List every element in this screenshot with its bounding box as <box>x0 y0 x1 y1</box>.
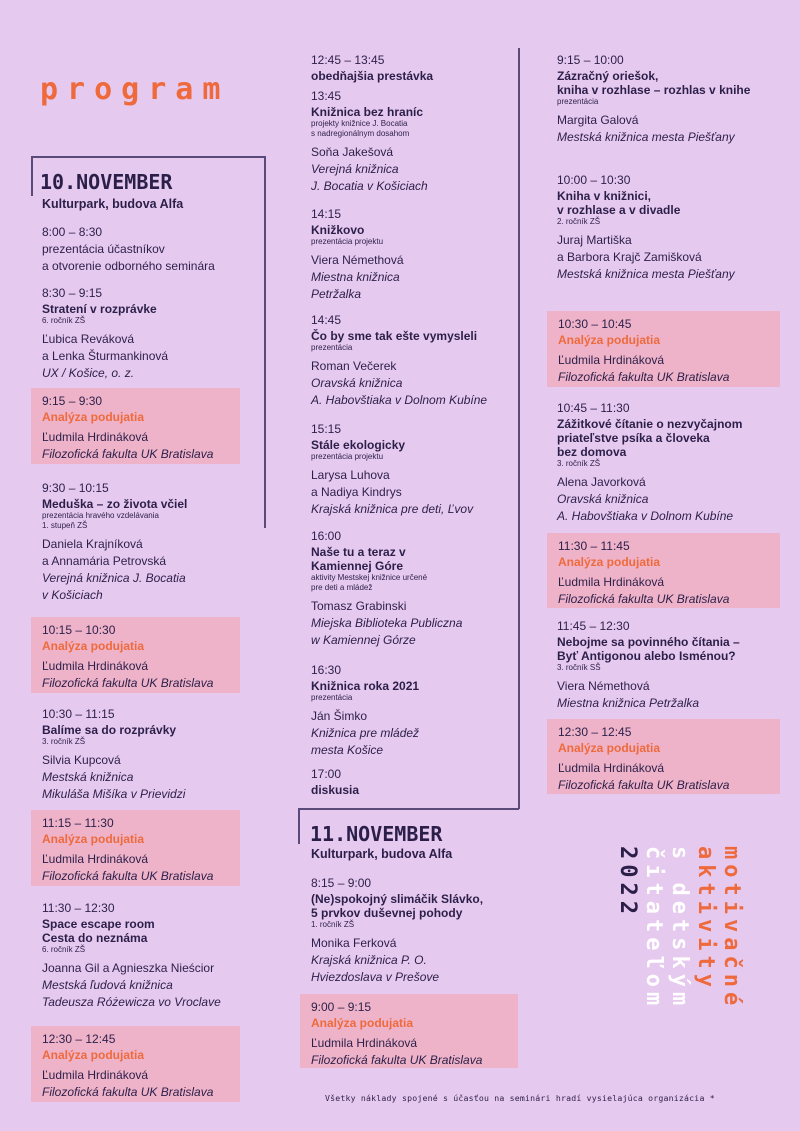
frame-line <box>31 156 264 158</box>
schedule-item: 8:30 – 9:15 Stratení v rozprávke 6. ročník ZŠ Ľubica Reváková a Lenka Šturmankinová UX / Košice, o. z. <box>42 286 169 380</box>
brand-line: s detským <box>667 846 692 1011</box>
venue: Kulturpark, budova Alfa <box>42 197 184 211</box>
schedule-item: 9:15 – 10:00 Zázračný oriešok, kniha v rozhlase – rozhlas v knihe prezentácia Margita Galová Mestská knižnica mesta Piešťany <box>557 53 751 144</box>
schedule-item: 10:45 – 11:30 Zážitkové čítanie o nezvyčajnom priateľstve psíka a človeka bez domova 3. ročník ZŠ Alena Javorková Oravská knižnica A. Habovštiaka v Dolnom Kubíne <box>557 401 743 523</box>
analysis-box: 9:00 – 9:15 Analýza podujatia Ľudmila Hrdináková Filozofická fakulta UK Bratislava <box>300 994 518 1068</box>
schedule-item: 14:45 Čo by sme tak ešte vymysleli prezentácia Roman Večerek Oravská knižnica A. Habovštiaka v Dolnom Kubíne <box>311 313 488 407</box>
schedule-item: 16:00 Naše tu a teraz v Kamiennej Góre aktivity Mestskej knižnice určené pre deti a mládež Tomasz Grabinski Miejska Biblioteka Publiczna w Kamiennej Górze <box>311 529 463 647</box>
venue: Kulturpark, budova Alfa <box>311 847 453 861</box>
frame-line <box>264 156 266 528</box>
day-heading: 10.NOVEMBER <box>40 170 173 194</box>
brand-line: aktivity <box>693 846 718 992</box>
analysis-box: 10:30 – 10:45 Analýza podujatia Ľudmila Hrdináková Filozofická fakulta UK Bratislava <box>547 311 780 387</box>
day-heading: 11.NOVEMBER <box>310 822 443 846</box>
schedule-item: 10:00 – 10:30 Kniha v knižnici, v rozhlase a v divadle 2. ročník ZŠ Juraj Martiška a Barbora Krajč Zamišková Mestská knižnica mesta Piešťany <box>557 173 735 281</box>
analysis-box: 12:30 – 12:45 Analýza podujatia Ľudmila Hrdináková Filozofická fakulta UK Bratislava <box>31 1026 240 1102</box>
analysis-box: 12:30 – 12:45 Analýza podujatia Ľudmila Hrdináková Filozofická fakulta UK Bratislava <box>547 719 780 794</box>
frame-line <box>298 808 300 844</box>
page-title: program <box>40 72 230 107</box>
schedule-item: 11:30 – 12:30 Space escape room Cesta do neznáma 6. ročník ZŠ Joanna Gil a Agnieszka Nieścior Mestská ľudová knižnica Tadeusza Różewicza vo Vroclave <box>42 901 221 1009</box>
brand-line: motivačné <box>719 846 744 1011</box>
schedule-item: 14:15 Knižkovo prezentácia projektu Viera Némethová Miestna knižnica Petržalka <box>311 207 404 301</box>
analysis-box: 11:30 – 11:45 Analýza podujatia Ľudmila Hrdináková Filozofická fakulta UK Bratislava <box>547 533 780 608</box>
analysis-box: 11:15 – 11:30 Analýza podujatia Ľudmila Hrdináková Filozofická fakulta UK Bratislava <box>31 810 240 886</box>
schedule-item: 8:00 – 8:30 prezentácia účastníkov a otvorenie odborného seminára <box>42 225 215 273</box>
frame-line <box>518 48 520 809</box>
analysis-box: 9:15 – 9:30 Analýza podujatia Ľudmila Hrdináková Filozofická fakulta UK Bratislava <box>31 388 240 464</box>
frame-line <box>298 808 519 810</box>
brand-line: 2022 <box>615 846 640 919</box>
schedule-item: 15:15 Stále ekologicky prezentácia projektu Larysa Luhova a Nadiya Kindrys Krajská knižnica pre deti, Ľvov <box>311 422 474 516</box>
brand-line: čitateľom <box>641 846 666 1011</box>
schedule-item: 10:30 – 11:15 Balíme sa do rozprávky 3. ročník ZŠ Silvia Kupcová Mestská knižnica Mikuláša Mišíka v Prievidzi <box>42 707 186 801</box>
schedule-item: 8:15 – 9:00 (Ne)spokojný slimáčik Slávko, 5 prvkov duševnej pohody 1. ročník ZŠ Monika Ferková Krajská knižnica P. O. Hviezdoslava v Prešove <box>311 876 484 984</box>
schedule-item: 12:45 – 13:45 obedňajšia prestávka <box>311 53 434 83</box>
schedule-item: 16:30 Knižnica roka 2021 prezentácia Ján Šimko Knižnica pre mládež mesta Košice <box>311 663 420 757</box>
analysis-box: 10:15 – 10:30 Analýza podujatia Ľudmila Hrdináková Filozofická fakulta UK Bratislava <box>31 617 240 693</box>
schedule-item: 11:45 – 12:30 Nebojme sa povinného čítania – Byť Antigonou alebo Isménou? 3. ročník SŠ Viera Némethová Miestna knižnica Petržalka <box>557 619 740 710</box>
footer-note: Všetky náklady spojené s účasťou na seminári hradí vysielajúca organizácia * <box>325 1093 715 1103</box>
frame-line <box>31 156 33 196</box>
schedule-item: 13:45 Knižnica bez hraníc projekty knižnice J. Bocatia s nadregionálnym dosahom Soňa Jakešová Verejná knižnica J. Bocatia v Košiciach <box>311 89 428 193</box>
schedule-item: 9:30 – 10:15 Meduška – zo života včiel prezentácia hravého vzdelávania 1. stupeň ZŠ Daniela Krajníková a Annamária Petrovská Verejná knižnica J. Bocatia v Košiciach <box>42 481 188 602</box>
schedule-item: 17:00 diskusia <box>311 767 360 797</box>
